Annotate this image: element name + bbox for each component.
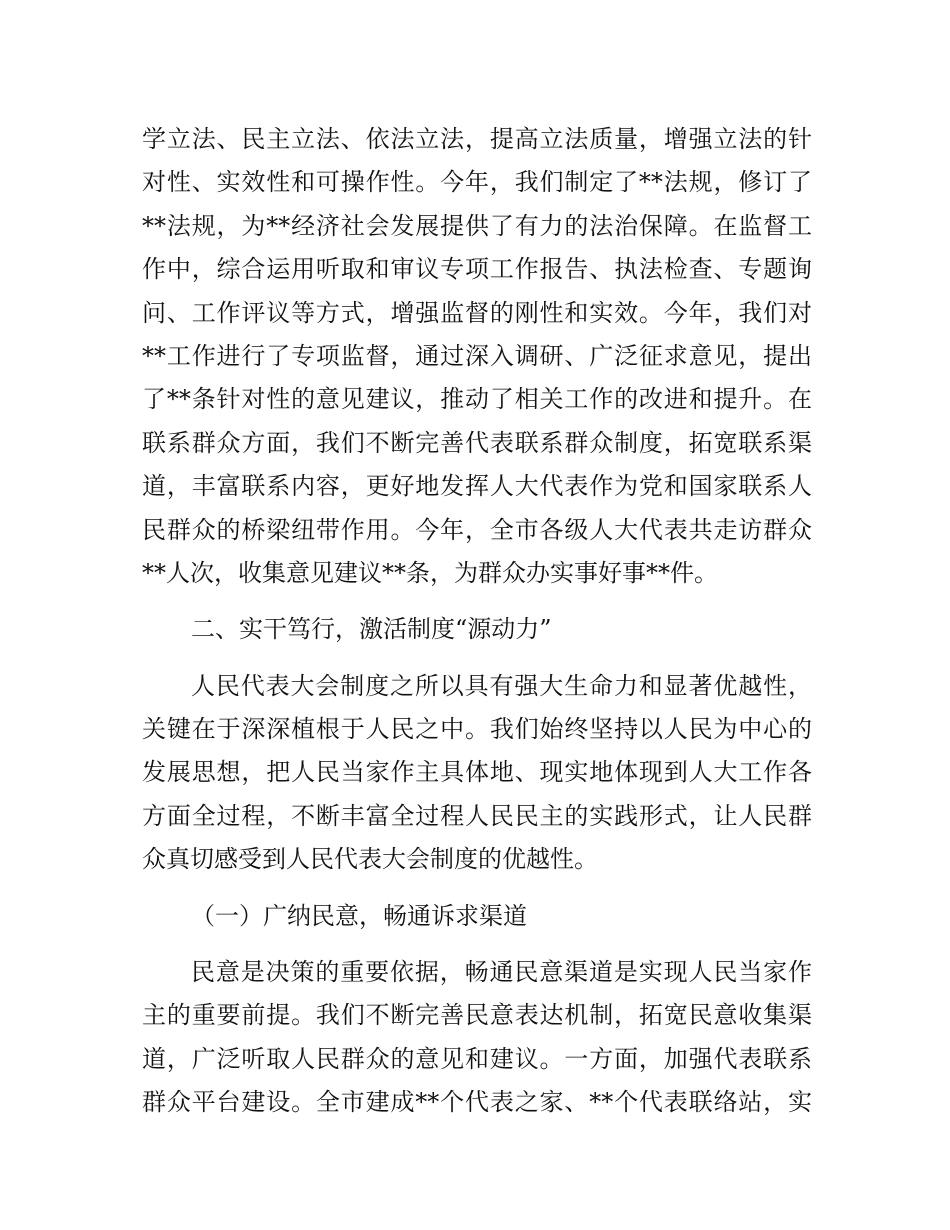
- text-line: 作中，综合运用听取和审议专项工作报告、执法检查、专题询: [142, 255, 812, 284]
- text-line: 方面全过程，不断丰富全过程人民民主的实践形式，让人民群: [142, 801, 812, 830]
- text-line: 道，丰富联系内容，更好地发挥人大代表作为党和国家联系人: [142, 472, 812, 501]
- paragraph-public-opinion: [142, 951, 812, 1125]
- text-line: 发展思想，把人民当家作主具体地、现实地体现到人大工作各: [142, 758, 812, 787]
- text-line: 关键在于深深植根于人民之中。我们始终坚持以人民为中心的: [142, 715, 812, 744]
- text-line: 众真切感受到人民代表大会制度的优越性。: [142, 845, 598, 874]
- text-line: 学立法、民主立法、依法立法，提高立法质量，增强立法的针: [142, 125, 812, 153]
- paragraph-people-congress: [142, 665, 812, 882]
- text-line: **工作进行了专项监督，通过深入调研、广泛征求意见，提出: [142, 341, 812, 370]
- document-body: [142, 118, 812, 1125]
- text-line: 主的重要前提。我们不断完善民意表达机制，拓宽民意收集渠: [142, 1001, 812, 1030]
- text-line: 群众平台建设。全市建成**个代表之家、**个代表联络站，实: [142, 1088, 812, 1117]
- text-line: 联系群众方面，我们不断完善代表联系群众制度，拓宽联系渠: [142, 428, 812, 457]
- text-line: 民群众的桥梁纽带作用。今年，全市各级人大代表共走访群众: [142, 515, 812, 544]
- paragraph-legislation-supervision: [142, 118, 812, 595]
- text-line: 人民代表大会制度之所以具有强大生命力和显著优越性，: [191, 671, 812, 700]
- section-heading: 二、实干笃行，激活制度“源动力”: [191, 615, 552, 644]
- text-line: **法规，为**经济社会发展提供了有力的法治保障。在监督工: [142, 211, 812, 240]
- text-line: 对性、实效性和可操作性。今年，我们制定了**法规，修订了: [142, 168, 812, 197]
- text-line: 道，广泛听取人民群众的意见和建议。一方面，加强代表联系: [142, 1044, 812, 1073]
- text-line: **人次，收集意见建议**条，为群众办实事好事**件。: [142, 558, 718, 587]
- text-line: 了**条针对性的意见建议，推动了相关工作的改进和提升。在: [142, 385, 812, 414]
- text-line: 民意是决策的重要依据，畅通民意渠道是实现人民当家作: [191, 958, 812, 987]
- text-line: 问、工作评议等方式，增强监督的刚性和实效。今年，我们对: [142, 298, 812, 327]
- subsection-heading: （一）广纳民意，畅通诉求渠道: [191, 901, 527, 930]
